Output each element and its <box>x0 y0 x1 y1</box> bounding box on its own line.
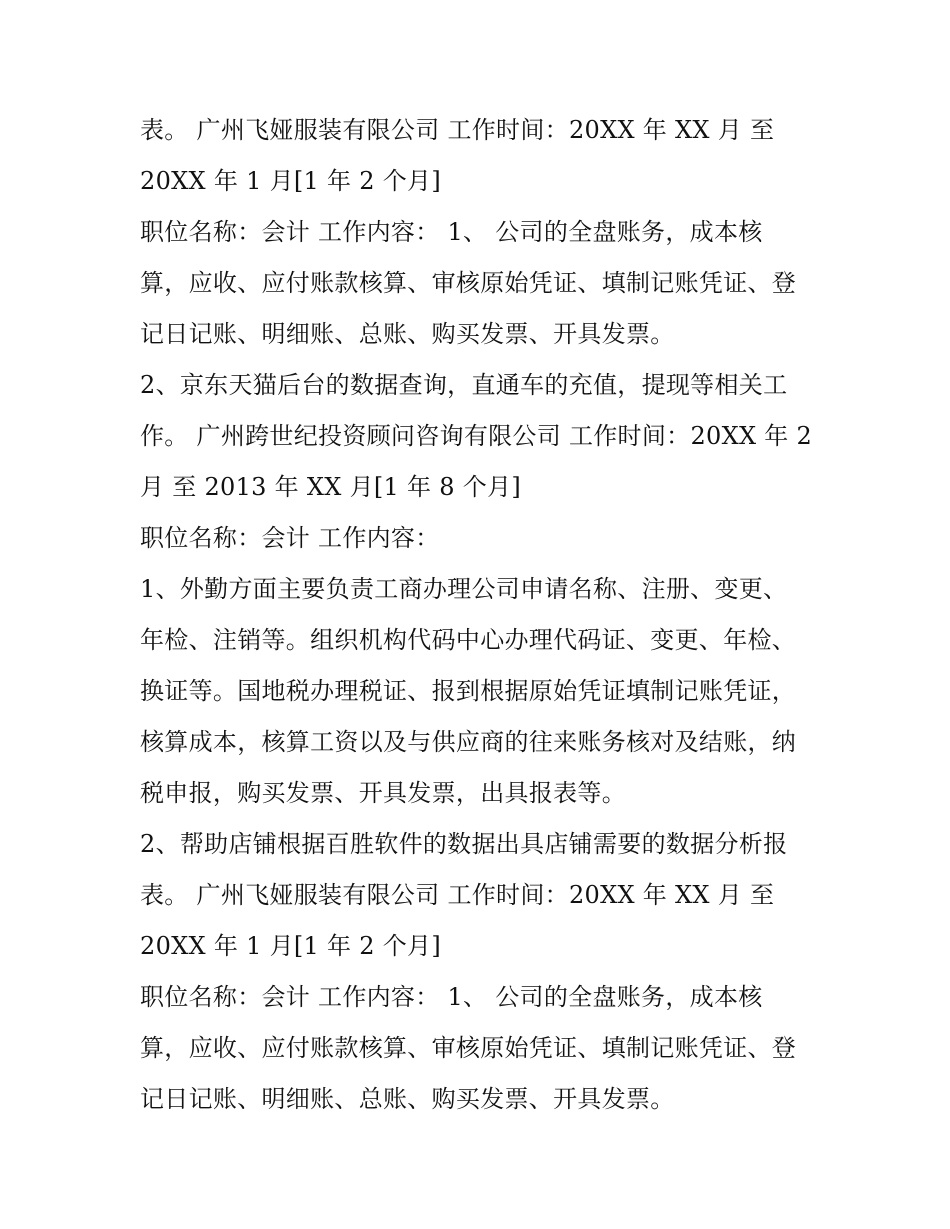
text-line: 职位名称：会计 工作内容： <box>140 524 440 552</box>
text-line: 1、外勤方面主要负责工商办理公司申请名称、注册、变更、 <box>140 575 788 603</box>
text-line: 税申报，购买发票、开具发票，出具报表等。 <box>140 779 626 807</box>
text-line: 2、帮助店铺根据百胜软件的数据出具店铺需要的数据分析报 <box>140 830 788 858</box>
text-line: 算，应收、应付账款核算、审核原始凭证、填制记账凭证、登 <box>140 269 797 297</box>
text-line: 作。 广州跨世纪投资顾问咨询有限公司 工作时间：20XX 年 2 <box>140 422 813 450</box>
text-line: 算，应收、应付账款核算、审核原始凭证、填制记账凭证、登 <box>140 1034 797 1062</box>
text-line: 职位名称：会计 工作内容： 1、 公司的全盘账务，成本核 <box>140 218 763 246</box>
text-line: 月 至 2013 年 XX 月[1 年 8 个月] <box>140 473 522 501</box>
text-line: 职位名称：会计 工作内容： 1、 公司的全盘账务，成本核 <box>140 983 763 1011</box>
text-line: 表。 广州飞娅服装有限公司 工作时间：20XX 年 XX 月 至 <box>140 116 775 144</box>
text-line: 核算成本，核算工资以及与供应商的往来账务核对及结账，纳 <box>140 728 797 756</box>
text-line: 年检、注销等。组织机构代码中心办理代码证、变更、年检、 <box>140 626 797 654</box>
text-line: 记日记账、明细账、总账、购买发票、开具发票。 <box>140 1085 675 1113</box>
text-line: 20XX 年 1 月[1 年 2 个月] <box>140 167 442 195</box>
text-line: 2、京东天猫后台的数据查询，直通车的充值，提现等相关工 <box>140 371 788 399</box>
resume-text-block <box>140 105 830 1125</box>
text-line: 20XX 年 1 月[1 年 2 个月] <box>140 932 442 960</box>
text-line: 记日记账、明细账、总账、购买发票、开具发票。 <box>140 320 675 348</box>
text-line: 换证等。国地税办理税证、报到根据原始凭证填制记账凭证， <box>140 677 797 705</box>
text-line: 表。 广州飞娅服装有限公司 工作时间：20XX 年 XX 月 至 <box>140 881 775 909</box>
